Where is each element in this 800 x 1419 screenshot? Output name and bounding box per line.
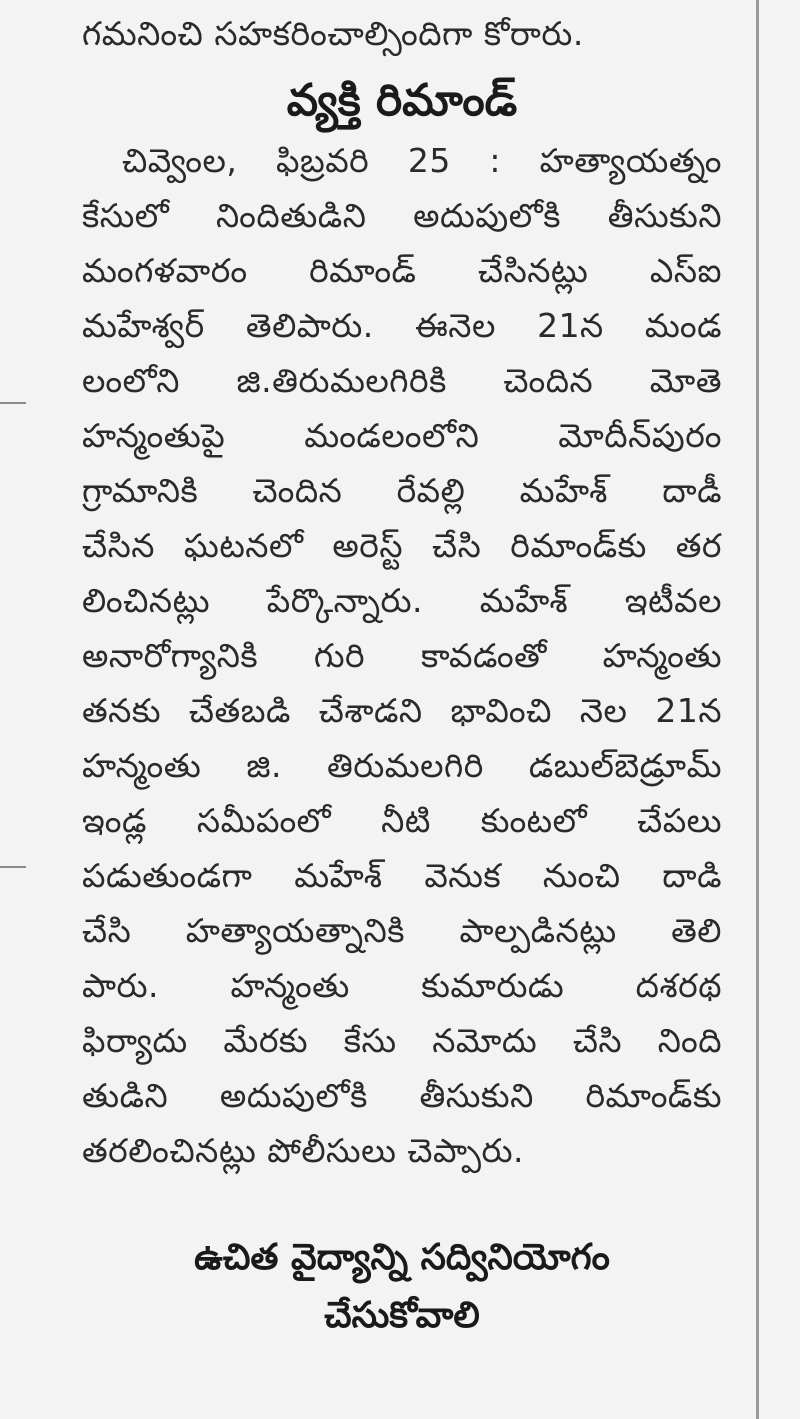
- body-line: తరలించినట్లు పోలీసులు చెప్పారు.: [82, 1131, 525, 1170]
- body-line: పడుతుండగా మహేశ్ వెనుక నుంచి దాడి: [82, 856, 722, 895]
- body-line: కేసులో నిందితుడిని అదుపులోకి తీసుకుని: [82, 196, 722, 235]
- body-line: ఇండ్ల సమీపంలో నీటి కుంటలో చేపలు: [82, 801, 722, 840]
- body-line: ఫిర్యాదు మేరకు కేసు నమోదు చేసి నింది: [82, 1021, 722, 1060]
- body-line: తుడిని అదుపులోకి తీసుకుని రిమాండ్‌కు: [82, 1076, 722, 1115]
- body-line: మంగళవారం రిమాండ్ చేసినట్లు ఎస్ఐ: [82, 251, 722, 290]
- body-line: చేసి హత్యాయత్నానికి పాల్పడినట్లు తెలి: [82, 911, 722, 950]
- next-article-headline: ఉచిత వైద్యాన్ని సద్వినియోగం: [194, 1237, 610, 1278]
- body-line: హన్మంతుపై మండలంలోని మోదీన్‌పురం: [82, 416, 722, 455]
- article-headline: వ్యక్తి రిమాండ్: [286, 75, 518, 126]
- left-column-rule: [0, 866, 26, 868]
- article-body: [82, 133, 722, 1178]
- body-line: చివ్వెంల, ఫిబ్రవరి 25 : హత్యాయత్నం: [122, 141, 722, 180]
- body-line: హన్మంతు జి. తిరుమలగిరి డబుల్‌బెడ్రూమ్: [82, 746, 722, 785]
- left-column-rule: [0, 402, 26, 404]
- body-line: గ్రామానికి చెందిన రేవల్లి మహేశ్ దాడీ: [82, 471, 722, 510]
- next-article-subheadline: చేసుకోవాలి: [324, 1295, 480, 1336]
- body-line: అనారోగ్యానికి గురి కావడంతో హన్మంతు: [82, 636, 722, 675]
- body-line: లించినట్లు పేర్కొన్నారు. మహేశ్ ఇటీవల: [82, 581, 722, 620]
- body-line: మహేశ్వర్ తెలిపారు. ఈనెల 21న మండ: [82, 306, 722, 345]
- body-line: పారు. హన్మంతు కుమారుడు దశరథ: [82, 966, 722, 1005]
- body-line: లంలోని జి.తిరుమలగిరికి చెందిన మోతె: [82, 361, 722, 400]
- column-divider: [756, 0, 759, 1419]
- previous-article-tail: గమనించి సహకరించాల్సిందిగా కోరారు.: [82, 14, 584, 53]
- article-column: [82, 0, 722, 1336]
- body-line: తనకు చేతబడి చేశాడని భావించి నెల 21న: [82, 691, 722, 730]
- body-line: చేసిన ఘటనలో అరెస్ట్ చేసి రిమాండ్‌కు తర: [82, 526, 722, 565]
